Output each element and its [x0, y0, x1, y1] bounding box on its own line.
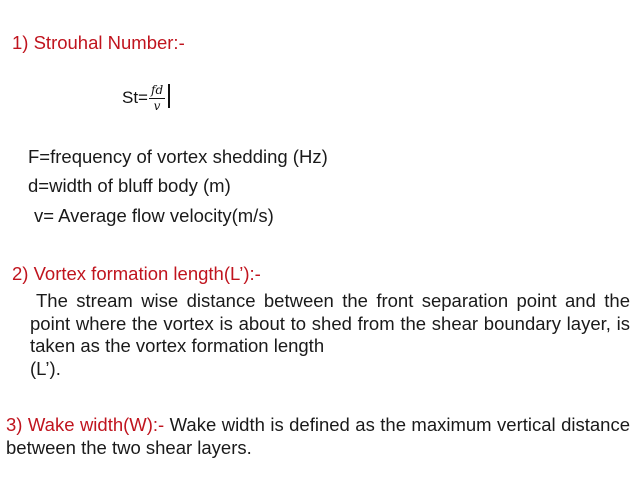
- vortex-length-heading: 2) Vortex formation length(L’):-: [12, 263, 261, 284]
- vortex-length-body: [30, 290, 630, 358]
- strouhal-heading: 1) Strouhal Number:-: [12, 32, 185, 53]
- formula-numerator: fd: [151, 82, 164, 97]
- vortex-length-text: The stream wise distance between the front separation point and the point where the vortex is about to shed from the shear boundary layer, is taken as the vortex formation length: [30, 290, 630, 356]
- text-cursor: [168, 84, 170, 108]
- formula-fraction: [149, 83, 165, 114]
- wake-width-block: [6, 414, 630, 459]
- vortex-length-symbol: (L’).: [30, 358, 61, 379]
- wake-width-heading: 3) Wake width(W):-: [6, 414, 165, 435]
- definition-frequency: F=frequency of vortex shedding (Hz): [28, 146, 328, 167]
- formula-lhs: St=: [122, 88, 148, 107]
- wake-width-body: Wake width is defined as the maximum vertical distance between the two shear layers.: [6, 414, 630, 458]
- formula-denominator: v: [153, 98, 161, 113]
- definition-velocity: v= Average flow velocity(m/s): [34, 205, 274, 226]
- definition-width: d=width of bluff body (m): [28, 175, 231, 196]
- strouhal-formula: [122, 78, 170, 118]
